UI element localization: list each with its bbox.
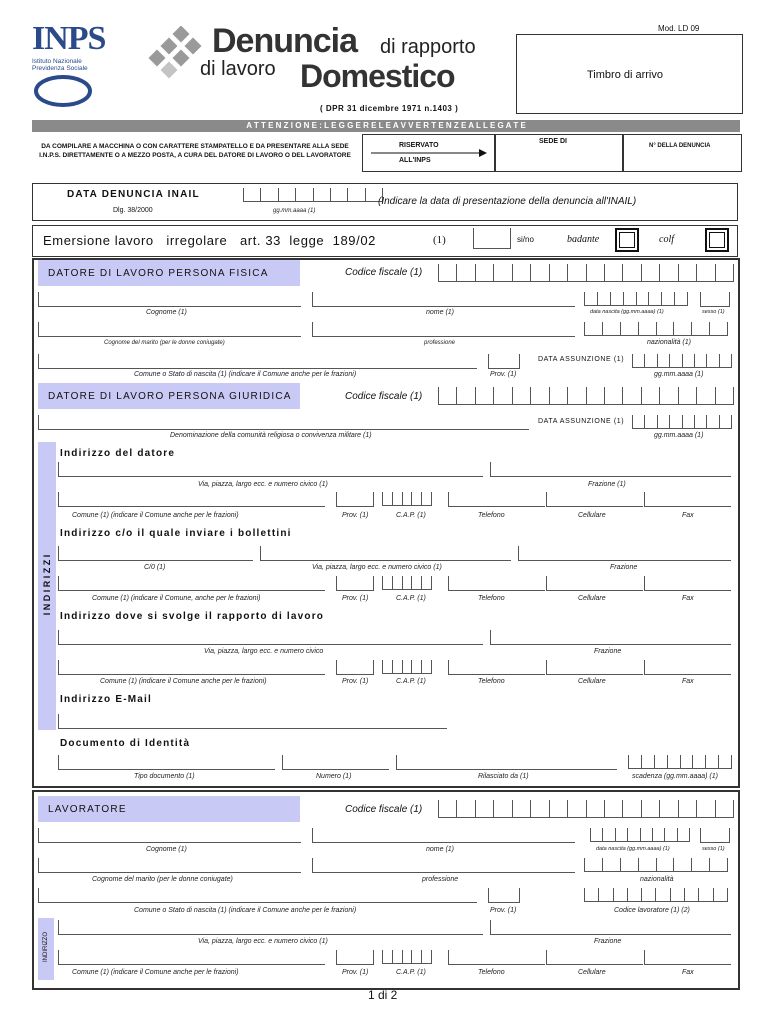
documento-numero-field[interactable] (282, 755, 389, 770)
inps-sub2: Previdenza Sociale (32, 65, 88, 72)
lavoratore-comune2-field[interactable] (58, 950, 325, 965)
datore-frazione-label: Frazione (1) (588, 481, 626, 488)
documento-tipo-field[interactable] (58, 755, 275, 770)
lavoratore-via-field[interactable] (58, 920, 483, 935)
lavoro-comune-field[interactable] (58, 660, 325, 675)
dlf-cognome-marito-label: Cognome del marito (per le donne coniugate) (104, 340, 225, 346)
lavoro-via-field[interactable] (58, 630, 483, 645)
bollettini-comune-field[interactable] (58, 576, 325, 591)
datore-cap-cells[interactable] (382, 492, 432, 506)
lavoratore-cellulare-field[interactable] (546, 950, 643, 965)
lavoro-comune-label: Comune (1) (indicare il Comune anche per le frazioni) (100, 678, 267, 685)
lavoro-cellulare-field[interactable] (546, 660, 643, 675)
dlf-nazionalita-label: nazionalità (1) (647, 339, 691, 346)
arrow-icon (371, 149, 487, 157)
inail-box (32, 183, 738, 221)
lavoro-telefono-field[interactable] (448, 660, 545, 675)
ndenuncia-label: N° DELLA DENUNCIA (649, 143, 711, 149)
lavoro-via-label: Via, piazza, largo ecc. e numero civico (204, 648, 324, 655)
lavoratore-sesso-label: sesso (1) (702, 846, 725, 852)
riservato-label: RISERVATO (399, 142, 439, 149)
bollettini-frazione-field[interactable] (518, 546, 731, 561)
allinps-label: ALL'INPS (399, 157, 431, 164)
bollettini-cap-cells[interactable] (382, 576, 432, 590)
inail-dlg: Dlg. 38/2000 (113, 207, 153, 214)
lavoratore-fax-label: Fax (682, 969, 694, 976)
dlf-prov-label: Prov. (1) (490, 371, 517, 378)
lavoro-prov-field[interactable] (336, 660, 374, 675)
sede-box[interactable] (494, 134, 624, 172)
riservato-box (362, 134, 496, 172)
datore-via-label: Via, piazza, largo ecc. e numero civico (1) (198, 481, 328, 488)
lavoratore-professione-field[interactable] (312, 858, 575, 873)
lavoro-prov-label: Prov. (1) (342, 678, 369, 685)
bollettini-fax-field[interactable] (644, 576, 731, 591)
dlf-data-assunzione-label: DATA ASSUNZIONE (1) (538, 356, 625, 363)
lavoratore-fax-field[interactable] (644, 950, 731, 965)
dlg-denominazione-label: Denominazione della comunità religiosa o convivenza militare (1) (170, 432, 372, 439)
email-field[interactable] (58, 714, 447, 729)
instructions: DA COMPILARE A MACCHINA O CON CARATTERE STAMPATELLO E DA PRESENTARE ALLA SEDE I.N.P.S. DIRETTAMENTE O A MEZZO POSTA, A CURA DEL DATORE DI LAVORO O DEL LAVORATORE (39, 143, 351, 159)
dlf-nome-field[interactable] (312, 292, 575, 307)
lavoratore-cap-label: C.A.P. (1) (396, 969, 426, 976)
datore-comune-label: Comune (1) (indicare il Comune anche per le frazioni) (72, 512, 239, 519)
documento-rilasciato-field[interactable] (396, 755, 617, 770)
dlf-nome-label: nome (1) (426, 309, 455, 316)
datore-telefono-label: Telefono (478, 512, 505, 519)
lavoratore-cognome-marito-label: Cognome del marito (per le donne coniugate) (92, 876, 233, 883)
datore-telefono-field[interactable] (448, 492, 545, 507)
indirizzo-email-title: Indirizzo E-Mail (60, 694, 152, 705)
dlg-denominazione-field[interactable] (38, 415, 529, 430)
dlf-gg-label: gg.mm.aaaa (1) (654, 371, 704, 378)
indirizzo-lavoro-title: Indirizzo dove si svolge il rapporto di lavoro (60, 611, 325, 622)
attention-text: A T T E N Z I O N E : L E G G E R E L E A V V E R T E N Z E A L L E G A T E (246, 121, 526, 130)
title-denuncia: Denuncia (212, 22, 358, 60)
bollettini-co-label: C/0 (1) (144, 564, 166, 571)
emersione-ref: (1) (433, 234, 446, 246)
lavoratore-frazione-field[interactable] (490, 920, 731, 935)
bollettini-fax-label: Fax (682, 595, 694, 602)
lavoro-frazione-field[interactable] (490, 630, 731, 645)
lavoratore-professione-label: professione (422, 876, 459, 883)
lavoratore-cellulare-label: Cellulare (578, 969, 606, 976)
dlg-cf-cells[interactable] (438, 387, 734, 405)
dlf-comune-label: Comune o Stato di nascita (1) (indicare il Comune anche per le frazioni) (134, 371, 357, 378)
lavoratore-comune-field[interactable] (38, 888, 477, 903)
lavoro-frazione-label: Frazione (594, 648, 622, 655)
emersione-sino: si/no (517, 235, 534, 244)
lavoratore-cognome-label: Cognome (1) (146, 846, 187, 853)
documento-scadenza-label: scadenza (gg.mm.aaaa) (1) (632, 773, 718, 780)
indirizzi-side-label: I N D I R I Z Z I (42, 554, 52, 616)
lavoratore-prov2-field[interactable] (336, 950, 374, 965)
sede-label: SEDE DI (539, 138, 568, 145)
datore-fax-field[interactable] (644, 492, 731, 507)
dlg-data-assunzione-label: DATA ASSUNZIONE (1) (538, 418, 625, 425)
lavoro-fax-field[interactable] (644, 660, 731, 675)
lavoratore-data-nascita-cells[interactable] (590, 828, 690, 842)
lavoratore-cf-label: Codice fiscale (1) (345, 804, 423, 815)
lavoratore-data-nascita-label: data nascita (gg.mm.aaaa) (1) (596, 846, 670, 852)
bollettini-cellulare-field[interactable] (546, 576, 643, 591)
emersione-title: Emersione lavoro irregolare art. 33 legge 189/02 (43, 233, 377, 248)
stamp-box (516, 34, 743, 114)
dlf-data-assunzione-cells[interactable] (632, 354, 732, 368)
bollettini-cap-label: C.A.P. (1) (396, 595, 426, 602)
bollettini-frazione-label: Frazione (610, 564, 638, 571)
dlf-data-nascita-cells[interactable] (584, 292, 688, 306)
stamp-label: Timbro di arrivo (587, 69, 663, 81)
lavoratore-cognome-marito-field[interactable] (38, 858, 301, 873)
lavoratore-telefono-label: Telefono (478, 969, 505, 976)
lavoratore-codice-cells[interactable] (584, 888, 728, 902)
dlf-sesso-label: sesso (1) (702, 309, 725, 315)
lavoro-cap-label: C.A.P. (1) (396, 678, 426, 685)
indirizzo-datore-title: Indirizzo del datore (60, 448, 176, 459)
documento-numero-label: Numero (1) (316, 773, 352, 780)
inps-logo (32, 22, 104, 114)
dlf-data-nascita-label: data nascita (gg.mm.aaaa) (1) (590, 309, 664, 315)
lavoratore-cognome-field[interactable] (38, 828, 301, 843)
lavoro-fax-label: Fax (682, 678, 694, 685)
bollettini-telefono-field[interactable] (448, 576, 545, 591)
mod-code: Mod. LD 09 (658, 24, 700, 33)
bollettini-telefono-label: Telefono (478, 595, 505, 602)
dlf-professione-label: professione (424, 340, 456, 346)
datore-prov-label: Prov. (1) (342, 512, 369, 519)
badante-checkbox[interactable] (615, 228, 639, 252)
dlf-cognome-label: Cognome (1) (146, 309, 187, 316)
documento-rilasciato-label: Rilasciato da (1) (478, 773, 529, 780)
dlg-cf-label: Codice fiscale (1) (345, 391, 423, 402)
datore-cellulare-label: Cellulare (578, 512, 606, 519)
datore-frazione-field[interactable] (490, 462, 731, 477)
title-di-lavoro: di lavoro (200, 58, 276, 80)
bollettini-prov-label: Prov. (1) (342, 595, 369, 602)
datore-fax-label: Fax (682, 512, 694, 519)
inps-sub1: Istituto Nazionale (32, 58, 82, 65)
dlf-cognome-field[interactable] (38, 292, 301, 307)
bollettini-co-field[interactable] (58, 546, 253, 561)
dpr-line: ( DPR 31 dicembre 1971 n.1403 ) (320, 104, 459, 113)
dlf-cognome-marito-field[interactable] (38, 322, 301, 337)
inail-fmt: gg.mm.aaaa (1) (273, 208, 316, 214)
documento-title: Documento di Identità (60, 738, 191, 749)
page-number: 1 di 2 (368, 988, 398, 1002)
inps-swirl-icon (32, 74, 94, 108)
datore-prov-field[interactable] (336, 492, 374, 507)
lavoratore-comune2-label: Comune (1) (indicare il Comune anche per le frazioni) (72, 969, 239, 976)
lavoratore-via-label: Via, piazza, largo ecc. e numero civico (1) (198, 938, 328, 945)
datore-cellulare-field[interactable] (546, 492, 643, 507)
lavoro-telefono-label: Telefono (478, 678, 505, 685)
lavoratore-prov2-label: Prov. (1) (342, 969, 369, 976)
lavoratore-comune-label: Comune o Stato di nascita (1) (indicare il Comune anche per le frazioni) (134, 907, 357, 914)
dlf-comune-field[interactable] (38, 354, 477, 369)
emersione-sino-cells[interactable] (473, 228, 511, 249)
dlg-gg-label: gg.mm.aaaa (1) (654, 432, 704, 439)
lavoratore-prov-label: Prov. (1) (490, 907, 517, 914)
datore-frame (32, 258, 740, 788)
dlf-sesso-field[interactable] (700, 292, 730, 307)
dlg-title: DATORE DI LAVORO PERSONA GIURIDICA (48, 391, 292, 402)
inail-note: (Indicare la data di presentazione della denuncia all'INAIL) (378, 196, 637, 207)
bollettini-prov-field[interactable] (336, 576, 374, 591)
emersione-box (32, 225, 738, 257)
lavoro-cellulare-label: Cellulare (578, 678, 606, 685)
datore-comune-field[interactable] (58, 492, 325, 507)
lavoratore-cf-cells[interactable] (438, 800, 734, 818)
lavoratore-nazionalita-cells[interactable] (584, 858, 728, 872)
ndenuncia-box[interactable] (622, 134, 742, 172)
lavoratore-nome-field[interactable] (312, 828, 575, 843)
attention-bar (32, 120, 740, 132)
datore-cap-label: C.A.P. (1) (396, 512, 426, 519)
lavoratore-frazione-label: Frazione (594, 938, 622, 945)
lavoratore-title: LAVORATORE (48, 804, 127, 815)
dlf-cf-label: Codice fiscale (1) (345, 267, 423, 278)
bollettini-cellulare-label: Cellulare (578, 595, 606, 602)
inail-title: DATA DENUNCIA INAIL (67, 189, 200, 200)
lavoratore-sesso-field[interactable] (700, 828, 730, 843)
lavoratore-cap-cells[interactable] (382, 950, 432, 964)
title-di-rapporto: di rapporto (380, 36, 476, 58)
badante-label: badante (567, 234, 600, 245)
bollettini-via-label: Via, piazza, largo ecc. e numero civico (1) (312, 564, 442, 571)
lavoratore-telefono-field[interactable] (448, 950, 545, 965)
dlf-prov-field[interactable] (488, 354, 520, 369)
documento-tipo-label: Tipo documento (1) (134, 773, 195, 780)
inps-logo-text: INPS (32, 20, 106, 57)
lavoratore-nome-label: nome (1) (426, 846, 455, 853)
dlf-professione-field[interactable] (312, 322, 575, 337)
documento-scadenza-cells[interactable] (628, 755, 732, 769)
dlf-title: DATORE DI LAVORO PERSONA FISICA (48, 268, 269, 279)
colf-checkbox[interactable] (705, 228, 729, 252)
title-domestico: Domestico (300, 58, 455, 94)
inail-date-cells[interactable] (243, 188, 383, 202)
lavoratore-nazionalita-label: nazionalità (640, 876, 674, 883)
indirizzo-bollettini-title: Indirizzo c/o il quale inviare i bollettini (60, 528, 292, 539)
datore-via-field[interactable] (58, 462, 483, 477)
bollettini-comune-label: Comune (1) (indicare il Comune, anche per le frazioni) (92, 595, 261, 602)
colf-label: colf (659, 234, 674, 245)
lavoro-cap-cells[interactable] (382, 660, 432, 674)
lavoratore-prov-field[interactable] (488, 888, 520, 903)
dlg-data-assunzione-cells[interactable] (632, 415, 732, 429)
lavoratore-codice-label: Codice lavoratore (1) (2) (614, 907, 690, 914)
dlf-cf-cells[interactable] (438, 264, 734, 282)
lavoratore-indirizzo-side-label: INDIRIZZO (43, 932, 49, 962)
bollettini-via-field[interactable] (260, 546, 511, 561)
dlf-nazionalita-cells[interactable] (584, 322, 728, 336)
